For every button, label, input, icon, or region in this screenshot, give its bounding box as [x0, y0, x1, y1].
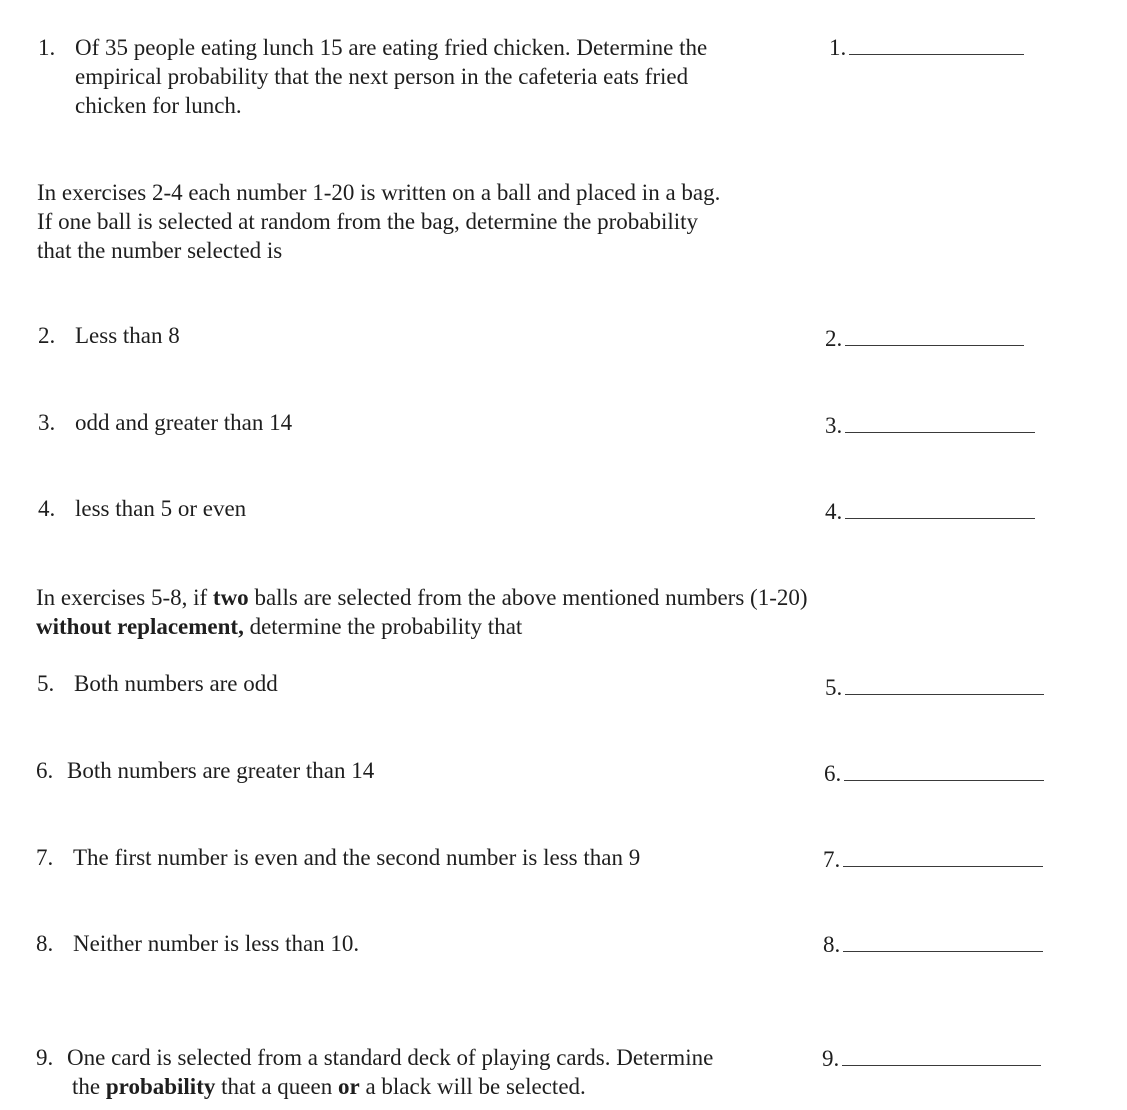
question-number: 8. — [36, 931, 54, 956]
answer-line[interactable] — [845, 694, 1044, 695]
question-bold-text: or — [337, 1074, 360, 1099]
question-number: 9. — [36, 1045, 54, 1070]
answer-line[interactable] — [849, 54, 1024, 55]
question-text: Both numbers are greater than 14 — [67, 758, 375, 783]
question-text: Less than 8 — [75, 323, 180, 348]
answer-blank-9[interactable] — [822, 1044, 1041, 1073]
answer-label: 7. — [823, 847, 841, 872]
instructions-line: In exercises 2-4 each number 1-20 is written on a ball and placed in a bag. — [37, 180, 721, 205]
question-text: odd and greater than 14 — [75, 410, 293, 435]
answer-blank-3[interactable] — [825, 411, 1035, 440]
answer-blank-8[interactable] — [823, 930, 1043, 959]
answer-line[interactable] — [843, 951, 1043, 952]
answer-label: 2. — [825, 326, 843, 351]
question-number: 2. — [38, 323, 56, 348]
answer-blank-5[interactable] — [825, 673, 1044, 702]
question-text: Both numbers are odd — [74, 671, 278, 696]
instructions-line: If one ball is selected at random from the bag, determine the probability — [37, 209, 699, 234]
question-text-line — [67, 1072, 713, 1101]
question-text-line: Of 35 people eating lunch 15 are eating fried chicken. Determine the — [75, 35, 708, 60]
answer-line[interactable] — [842, 1065, 1041, 1066]
instructions-5-8 — [36, 583, 808, 641]
answer-blank-4[interactable] — [825, 497, 1035, 526]
answer-label: 6. — [824, 761, 842, 786]
instructions-text: balls are selected from the above mentioned numbers (1-20) — [248, 585, 808, 610]
question-number: 4. — [38, 496, 56, 521]
answer-line[interactable] — [845, 432, 1035, 433]
question-text: a black will be selected. — [359, 1074, 586, 1099]
answer-blank-1[interactable] — [829, 33, 1024, 62]
instructions-2-4 — [37, 178, 720, 265]
instructions-text: In exercises 5-8, if — [36, 585, 213, 610]
answer-label: 5. — [825, 675, 843, 700]
answer-label: 9. — [822, 1046, 840, 1071]
question-number: 5. — [37, 671, 55, 696]
question-text: Neither number is less than 10. — [73, 931, 360, 956]
question-text — [75, 33, 707, 120]
answer-label: 4. — [825, 499, 843, 524]
answer-line[interactable] — [845, 518, 1035, 519]
question-text-line: chicken for lunch. — [75, 93, 242, 118]
answer-line[interactable] — [844, 780, 1044, 781]
question-text: less than 5 or even — [75, 496, 247, 521]
question-number: 3. — [38, 410, 56, 435]
instructions-line — [36, 612, 808, 641]
instructions-text: determine the probability that — [243, 614, 523, 639]
question-text: the — [72, 1074, 106, 1099]
answer-label: 8. — [823, 932, 841, 957]
answer-label: 3. — [825, 413, 843, 438]
instructions-bold-text: without replacement, — [36, 614, 244, 639]
question-bold-text: probability — [105, 1074, 216, 1099]
instructions-line — [36, 583, 808, 612]
answer-blank-6[interactable] — [824, 759, 1044, 788]
answer-blank-2[interactable] — [825, 324, 1024, 353]
question-text: that a queen — [215, 1074, 338, 1099]
question-text: The first number is even and the second number is less than 9 — [73, 845, 641, 870]
instructions-bold-text: two — [212, 585, 249, 610]
question-text-line: One card is selected from a standard deck of playing cards. Determine — [67, 1045, 714, 1070]
question-text-line: empirical probability that the next person in the cafeteria eats fried — [75, 64, 689, 89]
question-number: 6. — [36, 758, 54, 783]
question-text — [67, 1043, 713, 1101]
question-number: 1. — [38, 35, 56, 60]
answer-line[interactable] — [843, 866, 1043, 867]
answer-blank-7[interactable] — [823, 845, 1043, 874]
answer-line[interactable] — [845, 345, 1024, 346]
question-number: 7. — [36, 845, 54, 870]
instructions-line: that the number selected is — [37, 238, 283, 263]
answer-label: 1. — [829, 35, 847, 60]
